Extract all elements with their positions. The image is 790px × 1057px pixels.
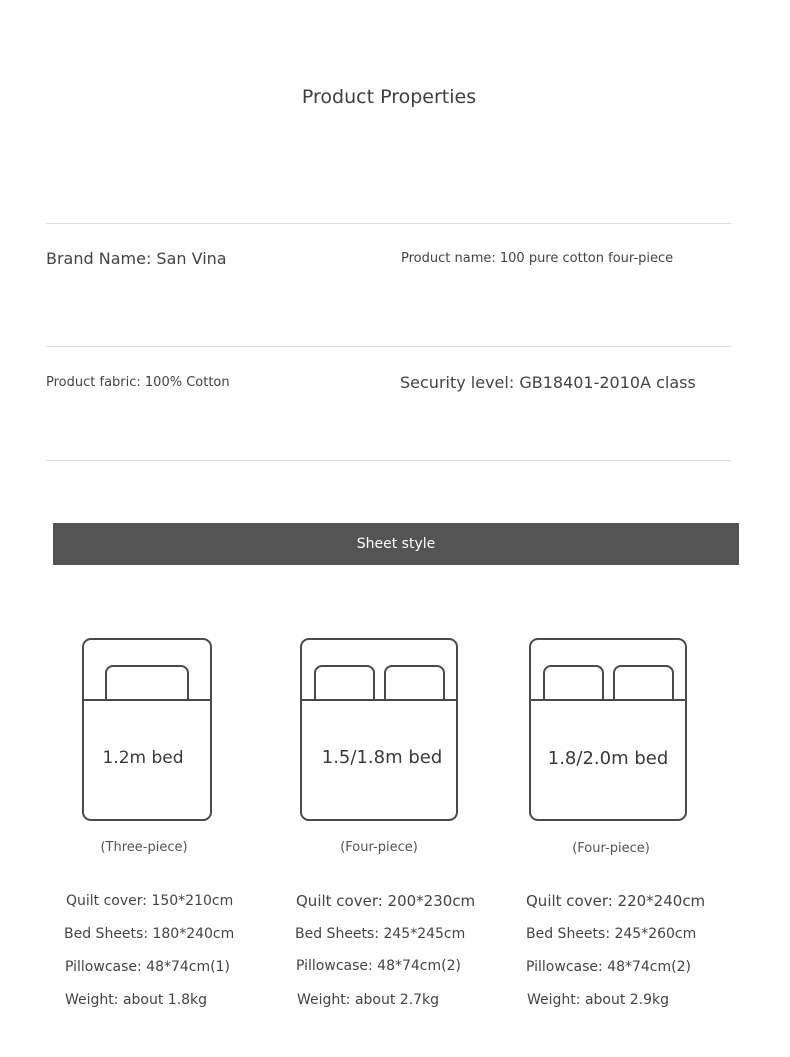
page-title: Product Properties [301,86,477,108]
pillow-icon [613,665,674,701]
bed-spec: Quilt cover: 200*230cm [296,892,476,910]
divider [46,460,731,461]
divider [46,346,731,347]
product-name: Product name: 100 pure cotton four-piece [401,251,674,266]
bed-spec: Quilt cover: 150*210cm [66,893,234,909]
bed-icon-1-5-1-8m [300,638,458,821]
bed-icon-1-8-2-0m [529,638,687,821]
bed-fold-line [531,699,685,701]
product-fabric: Product fabric: 100% Cotton [46,375,230,390]
divider [46,223,731,224]
bed-label: 1.8/2.0m bed [547,748,669,769]
bed-spec: Quilt cover: 220*240cm [526,892,706,910]
bed-spec: Bed Sheets: 245*260cm [526,926,697,942]
bed-spec: Bed Sheets: 245*245cm [295,926,466,942]
bed-pieces: (Four-piece) [572,841,650,856]
bed-icon-1-2m [82,638,212,821]
bed-pieces: (Four-piece) [340,840,418,855]
bed-fold-line [302,699,456,701]
bed-spec: Weight: about 1.8kg [65,992,208,1008]
bed-spec: Pillowcase: 48*74cm(2) [526,959,691,975]
bed-fold-line [84,699,210,701]
bed-spec: Bed Sheets: 180*240cm [64,926,235,942]
bed-label: 1.5/1.8m bed [321,747,443,768]
pillow-icon [105,665,189,701]
bed-spec: Weight: about 2.9kg [527,992,670,1008]
sheet-style-banner: Sheet style [53,523,739,565]
bed-spec: Weight: about 2.7kg [297,992,440,1008]
pillow-icon [384,665,445,701]
bed-spec: Pillowcase: 48*74cm(1) [65,959,230,975]
bed-spec: Pillowcase: 48*74cm(2) [296,958,461,974]
pillow-icon [314,665,375,701]
pillow-icon [543,665,604,701]
bed-pieces: (Three-piece) [100,840,188,855]
security-level: Security level: GB18401-2010A class [400,373,696,392]
bed-label: 1.2m bed [102,748,184,768]
brand-name: Brand Name: San Vina [46,249,227,268]
